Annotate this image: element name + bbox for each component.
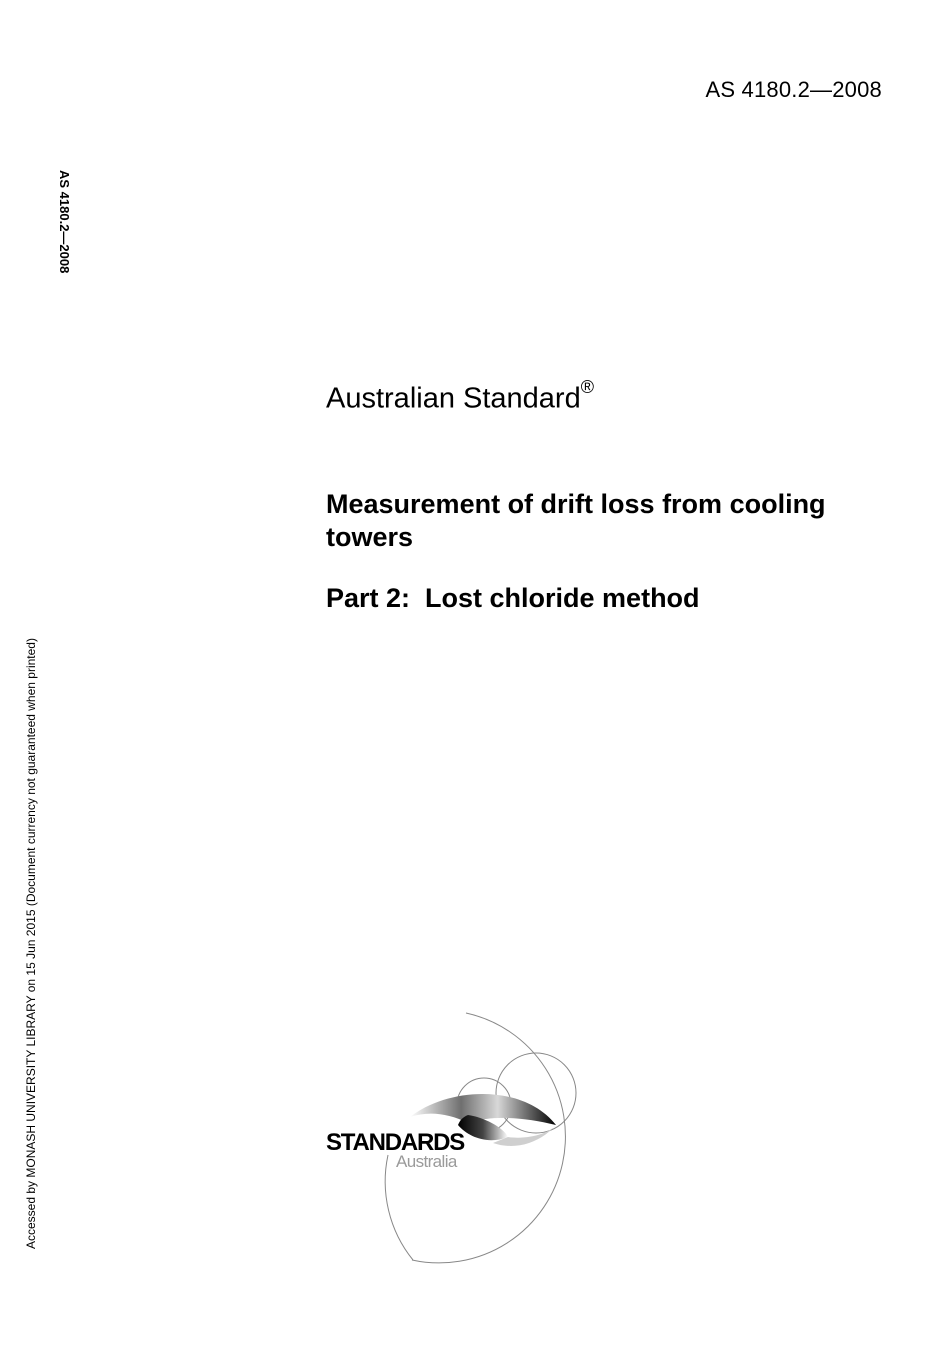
registered-mark: ® bbox=[580, 377, 594, 397]
part-title: Part 2: Lost chloride method bbox=[326, 583, 700, 613]
access-note-text: Accessed by MONASH UNIVERSITY LIBRARY on 15 Jun 2015 (Document currency not guaranteed when printed) bbox=[24, 638, 38, 1249]
logo-wordmark: STANDARDS bbox=[326, 1129, 465, 1156]
logo-subtitle: Australia bbox=[396, 1152, 457, 1171]
standard-series bbox=[326, 377, 594, 416]
series-label: Australian Standard bbox=[326, 382, 581, 415]
document-number: AS 4180.2—2008 bbox=[705, 77, 882, 102]
spine-text: AS 4180.2—2008 bbox=[57, 170, 72, 274]
document-title: Measurement of drift loss from cooling towers bbox=[326, 489, 826, 552]
access-note bbox=[22, 597, 40, 1249]
spine-document-number bbox=[52, 170, 74, 295]
